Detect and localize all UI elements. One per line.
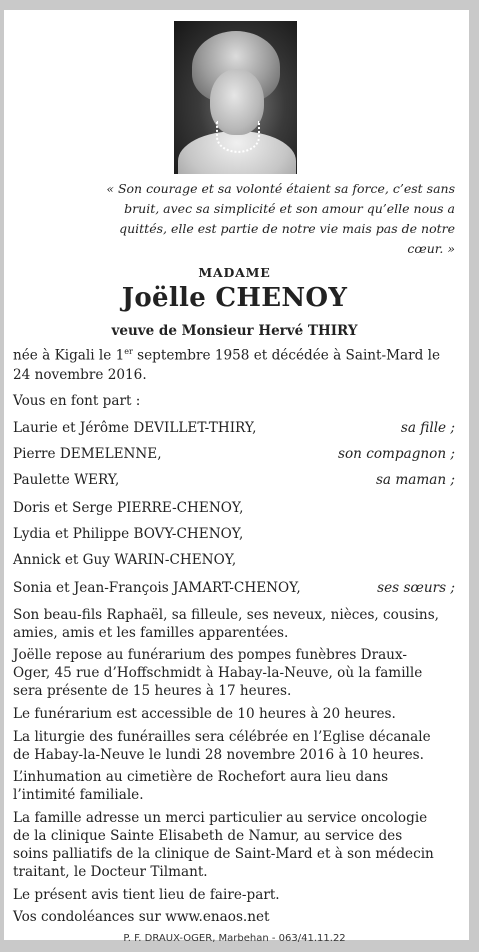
paragraph-line: Le présent avis tient lieu de faire-part. — [13, 887, 280, 903]
quote-line: bruit, avec sa simplicité et son amour qu’elle nous a — [124, 201, 455, 216]
paragraph-line: Son beau-fils Raphaël, sa filleule, ses neveux, nièces, cousins, — [13, 607, 439, 623]
family-member-name: Pierre DEMELENNE, — [13, 446, 162, 462]
paragraph-line: Oger, 45 rue d’Hoffschmidt à Habay-la-Neuve, où la famille — [13, 665, 423, 681]
deceased-name: Joëlle CHENOY — [121, 283, 348, 313]
widow-line: veuve de Monsieur Hervé THIRY — [111, 323, 358, 339]
paragraph-line: Le funérarium est accessible de 10 heures à 20 heures. — [13, 706, 396, 722]
family-member-relation: son compagnon ; — [337, 446, 455, 462]
quote-line: « Son courage et sa volonté étaient sa force, c’est sans — [106, 181, 455, 196]
title-madame: MADAME — [198, 265, 271, 280]
paragraph-line: l’intimité familiale. — [13, 787, 144, 803]
paragraph-line: sera présente de 15 heures à 17 heures. — [13, 683, 292, 699]
family-member-relation: sa maman ; — [375, 472, 455, 488]
paragraph-line: Vos condoléances sur www.enaos.net — [13, 909, 270, 925]
intro-text: Vous en font part : — [13, 393, 141, 409]
quote-line: quittés, elle est partie de notre vie mais pas de notre — [119, 221, 455, 236]
paragraph-line: Joëlle repose au funérarium des pompes funèbres Draux- — [13, 647, 407, 663]
paragraph-line: de Habay-la-Neuve le lundi 28 novembre 2016 à 10 heures. — [13, 747, 424, 763]
paragraph-line: soins palliatifs de la clinique de Saint-Mard et à son médecin — [13, 846, 434, 862]
paragraph-line: L’inhumation au cimetière de Rochefort aura lieu dans — [13, 769, 389, 785]
paragraph-line: amies, amis et les familles apparentées. — [13, 625, 289, 641]
paragraph-line: La famille adresse un merci particulier au service oncologie — [13, 810, 428, 826]
paragraph-line: de la clinique Sainte Elisabeth de Namur, au service des — [13, 828, 403, 844]
paragraph-line: traitant, le Docteur Tilmant. — [13, 864, 208, 880]
paragraph-line: La liturgie des funérailles sera célébrée en l’Eglise décanale — [13, 729, 431, 745]
birth-line-2: 24 novembre 2016. — [13, 367, 147, 383]
family-member-name: Paulette WERY, — [13, 472, 120, 488]
family-member-name: Sonia et Jean-François JAMART-CHENOY, — [13, 580, 301, 596]
portrait-photo — [174, 21, 297, 174]
family-member-name: Doris et Serge PIERRE-CHENOY, — [13, 500, 244, 516]
funeral-home-footer: P. F. DRAUX-OGER, Marbehan - 063/41.11.22 — [123, 933, 346, 944]
birth-line-1: née à Kigali le 1er septembre 1958 et décédée à Saint-Mard le — [13, 347, 441, 364]
quote-line: cœur. » — [407, 241, 455, 256]
family-member-name: Annick et Guy WARIN-CHENOY, — [13, 552, 237, 568]
family-member-name: Laurie et Jérôme DEVILLET-THIRY, — [13, 420, 257, 436]
family-member-relation: ses sœurs ; — [377, 580, 455, 596]
family-member-relation: sa fille ; — [400, 420, 455, 436]
family-member-name: Lydia et Philippe BOVY-CHENOY, — [13, 526, 244, 542]
